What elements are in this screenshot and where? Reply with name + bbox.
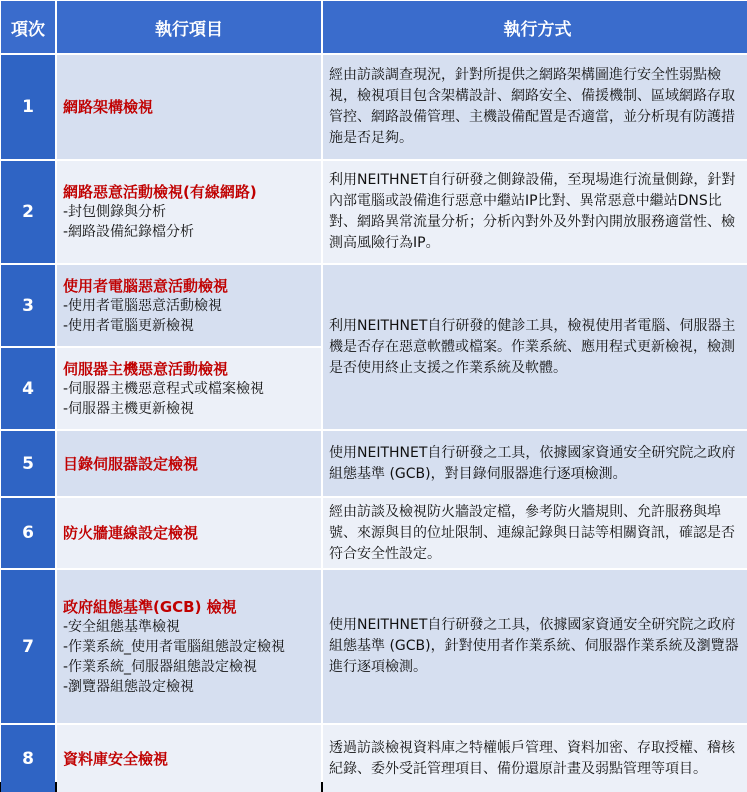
item-title: 目錄伺服器設定檢視: [63, 454, 199, 473]
row-number: 6: [1, 498, 55, 568]
execution-item-cell: [57, 570, 321, 723]
item-subpoint: -網路設備紀錄檔分析: [63, 224, 195, 240]
row-number: 3: [1, 265, 55, 346]
method-text: 經由訪談調查現況，針對所提供之網路架構圖進行安全性弱點檢視，檢視項目包含架構設計、網路安全、備援機制、區域網路存取管控、網路設備管理、主機設備配置是否適當，並分析現有防護措施是否足夠。: [329, 67, 735, 146]
item-subpoint: -安全組態基準檢視: [63, 618, 181, 635]
item-title: 網路架構檢視: [63, 98, 154, 116]
item-title: 使用者電腦惡意活動檢視: [63, 276, 229, 295]
item-subpoint: -使用者電腦更新檢視: [63, 317, 195, 334]
item-subpoint: -作業系統_使用者電腦組態設定檢視: [63, 638, 286, 655]
item-title: 政府組態基準(GCB) 檢視: [63, 597, 237, 616]
row-number: 8: [1, 725, 55, 792]
execution-method-cell: [323, 431, 747, 496]
item-subpoint: -瀏覽器組態設定檢視: [63, 678, 195, 695]
method-text: 使用NEITHNET自行研發之工具，依據國家資通安全研究院之政府組態基準 (GCB)，針對使用者作業系統、伺服器作業系統及瀏覽器進行逐項檢測。: [329, 617, 739, 675]
method-text: 經由訪談及檢視防火牆設定檔，參考防火牆規則、允許服務與埠號、來源與目的位址限制、連線記錄與日誌等相關資訊，確認是否符合安全性設定。: [329, 503, 735, 562]
item-subpoint: -作業系統_伺服器組態設定檢視: [63, 658, 258, 675]
row-number: 4: [1, 348, 55, 429]
header-item-number: 項次: [1, 1, 55, 53]
execution-method-cell: [323, 570, 747, 723]
execution-item-cell: [57, 348, 321, 429]
row-number: 2: [1, 161, 55, 263]
item-subpoint: -伺服器主機更新檢視: [63, 400, 195, 417]
execution-item-cell: [57, 431, 321, 496]
execution-method-cell-merged: [323, 265, 747, 429]
header-execution-method: 執行方式: [323, 1, 747, 53]
execution-method-cell: [323, 498, 747, 568]
execution-method-cell: [323, 55, 747, 159]
row-number: 5: [1, 431, 55, 496]
item-subpoint: -使用者電腦惡意活動檢視: [63, 297, 223, 314]
row-number: 7: [1, 570, 55, 723]
row-number: 1: [1, 55, 55, 159]
execution-method-cell: [323, 161, 747, 263]
execution-item-cell: [57, 498, 321, 568]
method-text: 透過訪談檢視資料庫之特權帳戶管理、資料加密、存取授權、稽核紀錄、委外受託管理項目、備份還原計畫及弱點管理等項目。: [329, 739, 735, 777]
item-title: 網路惡意活動檢視(有線網路): [63, 183, 257, 201]
method-text: 使用NEITHNET自行研發之工具，依據國家資通安全研究院之政府組態基準 (GCB)，對目錄伺服器進行逐項檢測。: [329, 444, 736, 482]
execution-item-cell: [57, 161, 321, 263]
item-subpoint: -伺服器主機惡意程式或檔案檢視: [63, 380, 265, 397]
item-title: 資料庫安全檢視: [63, 749, 169, 768]
execution-item-cell: [57, 55, 321, 159]
header-execution-item: 執行項目: [57, 1, 321, 53]
item-title: 防火牆連線設定檢視: [63, 524, 199, 542]
item-subpoint: -封包側錄與分析: [63, 204, 167, 220]
execution-item-cell: [57, 265, 321, 346]
method-text: 利用NEITHNET自行研發的健診工具，檢視使用者電腦、伺服器主機是否存在惡意軟體或檔案。作業系統、應用程式更新檢視，檢測是否使用終止支援之作業系統及軟體。: [329, 317, 736, 376]
method-text: 利用NEITHNET自行研發之側錄設備，至現場進行流量側錄，針對內部電腦或設備進行惡意中繼站IP比對、異常惡意中繼站DNS比對、網路異常流量分析；分析內對外及外對內開放服務適當性、檢測高風險行為IP。: [329, 172, 736, 251]
item-title: 伺服器主機惡意活動檢視: [63, 359, 229, 378]
